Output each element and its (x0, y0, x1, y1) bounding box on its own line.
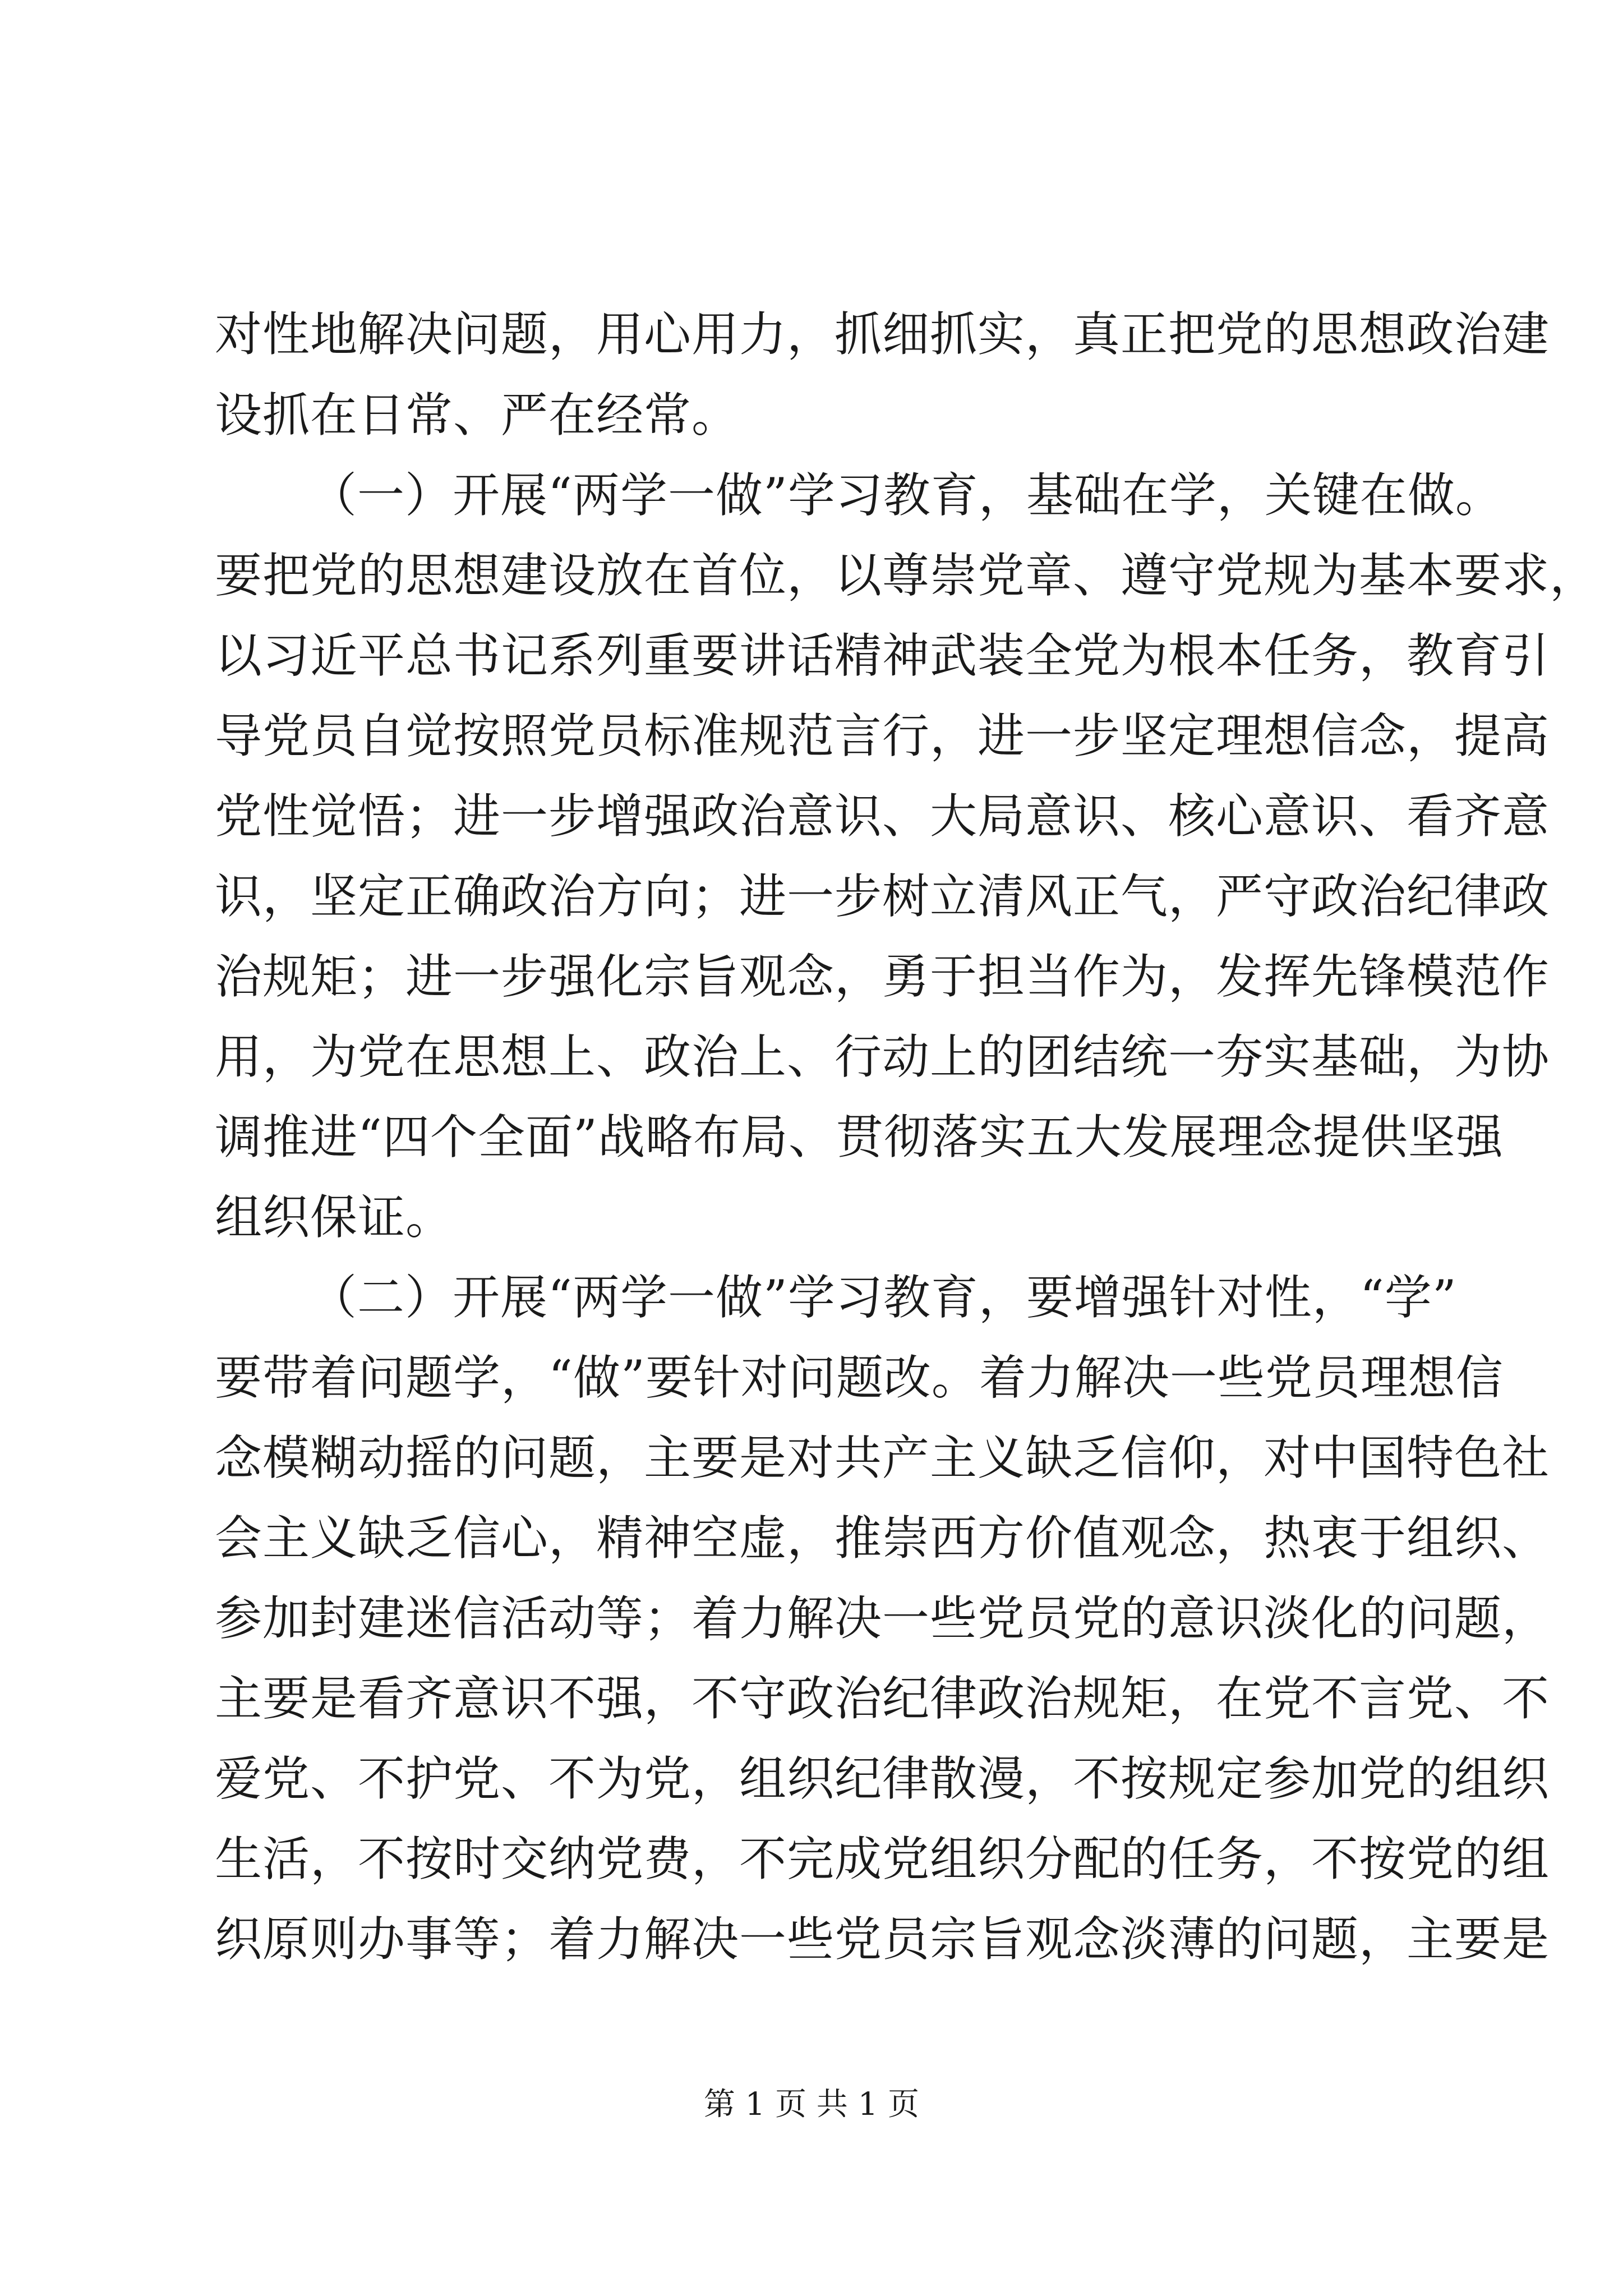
text-line-4: 要把党的思想建设放在首位，以尊崇党章、遵守党规为基本要求， (215, 548, 1598, 603)
text-line-16: 会主义缺乏信心，精神空虚，推崇西方价值观念，热衷于组织、 (215, 1511, 1550, 1566)
text-line-21: 织原则办事等；着力解决一些党员宗旨观念淡薄的问题，主要是 (215, 1912, 1550, 1967)
text-line-11: 调推进“四个全面”战略布局、贯彻落实五大发展理念提供坚强 (215, 1110, 1504, 1165)
text-line-7: 党性觉悟；进一步增强政治意识、大局意识、核心意识、看齐意 (215, 789, 1550, 844)
text-line-2: 设抓在日常、严在经常。 (215, 388, 740, 443)
text-line-1: 对性地解决问题，用心用力，抓细抓实，真正把党的思想政治建 (215, 307, 1550, 362)
text-line-9: 治规矩；进一步强化宗旨观念，勇于担当作为，发挥先锋模范作 (215, 949, 1550, 1004)
text-line-17: 参加封建迷信活动等；着力解决一些党员党的意识淡化的问题， (215, 1591, 1550, 1646)
text-line-5: 以习近平总书记系列重要讲话精神武装全党为根本任务，教育引 (215, 628, 1550, 683)
text-line-14: 要带着问题学，“做”要针对问题改。着力解决一些党员理想信 (215, 1350, 1504, 1405)
text-line-15: 念模糊动摇的问题，主要是对共产主义缺乏信仰，对中国特色社 (215, 1430, 1550, 1485)
text-line-13: （二）开展“两学一做”学习教育，要增强针对性，“学” (310, 1270, 1457, 1325)
text-line-19: 爱党、不护党、不为党，组织纪律散漫，不按规定参加党的组织 (215, 1751, 1550, 1806)
page-footer: 第 1 页 共 1 页 (703, 2086, 920, 2123)
text-line-10: 用，为党在思想上、政治上、行动上的团结统一夯实基础，为协 (215, 1029, 1550, 1084)
text-line-12: 组织保证。 (215, 1190, 454, 1245)
text-line-3: （一）开展“两学一做”学习教育，基础在学，关键在做。 (310, 468, 1503, 523)
text-line-8: 识，坚定正确政治方向；进一步树立清风正气，严守政治纪律政 (215, 869, 1550, 924)
text-line-18: 主要是看齐意识不强，不守政治纪律政治规矩，在党不言党、不 (215, 1671, 1550, 1726)
text-line-20: 生活，不按时交纳党费，不完成党组织分配的任务，不按党的组 (215, 1832, 1550, 1887)
text-line-6: 导党员自觉按照党员标准规范言行，进一步坚定理想信念，提高 (215, 708, 1550, 763)
